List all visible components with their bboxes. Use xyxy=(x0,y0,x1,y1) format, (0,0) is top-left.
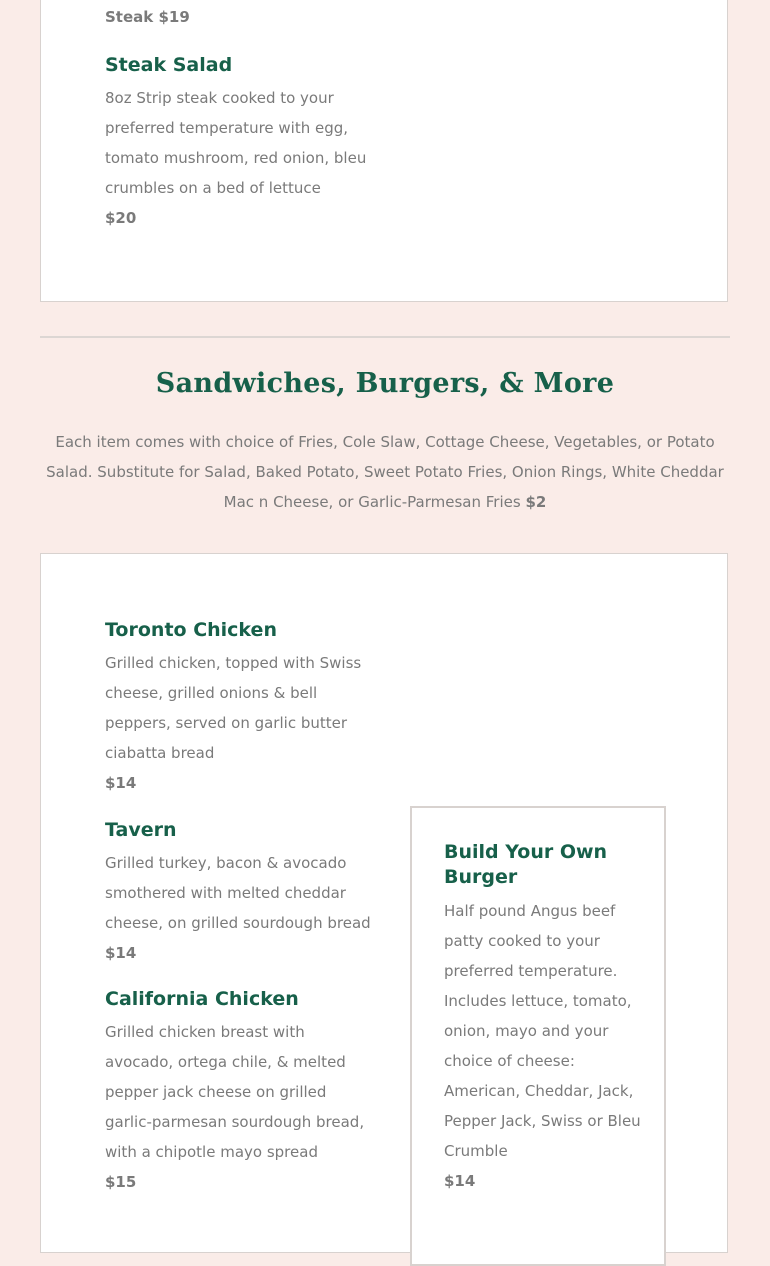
menu-item-description: Grilled turkey, bacon & avocado smothered with melted cheddar cheese, on grilled sourdough bread xyxy=(105,854,371,932)
previous-item-price: Steak $19 xyxy=(105,8,190,26)
menu-item xyxy=(105,818,375,968)
menu-item xyxy=(105,987,375,1197)
featured-item-description: Half pound Angus beef patty cooked to your preferred temperature. Includes lettuce, tomato, onion, mayo and your choice of cheese: American, Cheddar, Jack, Pepper Jack, Swiss or Bleu Crumble xyxy=(444,902,641,1160)
menu-item-description: Grilled chicken, topped with Swiss cheese, grilled onions & bell peppers, served on garlic butter ciabatta bread xyxy=(105,654,362,762)
menu-item-price: $15 xyxy=(105,1173,137,1191)
section-divider xyxy=(40,336,730,338)
menu-card-sandwiches xyxy=(40,553,728,1253)
menu-item-price: $14 xyxy=(105,774,137,792)
section-title: Sandwiches, Burgers, & More xyxy=(155,368,615,399)
featured-item-price: $14 xyxy=(444,1172,476,1190)
menu-item-description: 8oz Strip steak cooked to your preferred temperature with egg, tomato mushroom, red onion, bleu crumbles on a bed of lettuce xyxy=(105,89,367,197)
section-note-text: Each item comes with choice of Fries, Cole Slaw, Cottage Cheese, Vegetables, or Potato Salad. Substitute for Salad, Baked Potato, Sweet Potato Fries, Onion Rings, White Cheddar Mac n Cheese, or Garlic-Parmesan Fries xyxy=(46,433,724,511)
menu-item-price: $14 xyxy=(105,944,137,962)
menu-item-title: Steak Salad xyxy=(105,54,233,76)
section-note-price: $2 xyxy=(525,493,547,511)
menu-item xyxy=(105,53,375,233)
menu-item-title: Toronto Chicken xyxy=(105,619,277,641)
featured-item-box xyxy=(410,806,666,1266)
featured-menu-item xyxy=(444,840,644,1196)
featured-item-title: Build Your Own Burger xyxy=(444,841,608,888)
menu-item-price: $20 xyxy=(105,209,137,227)
menu-item-description: Grilled chicken breast with avocado, ortega chile, & melted pepper jack cheese on grilled garlic-parmesan sourdough bread, with a chipotle mayo spread xyxy=(105,1023,365,1161)
menu-card-previous xyxy=(40,0,728,302)
menu-item xyxy=(105,618,375,798)
section-note xyxy=(40,427,730,517)
menu-item-title: Tavern xyxy=(105,819,177,841)
menu-item-title: California Chicken xyxy=(105,988,299,1010)
